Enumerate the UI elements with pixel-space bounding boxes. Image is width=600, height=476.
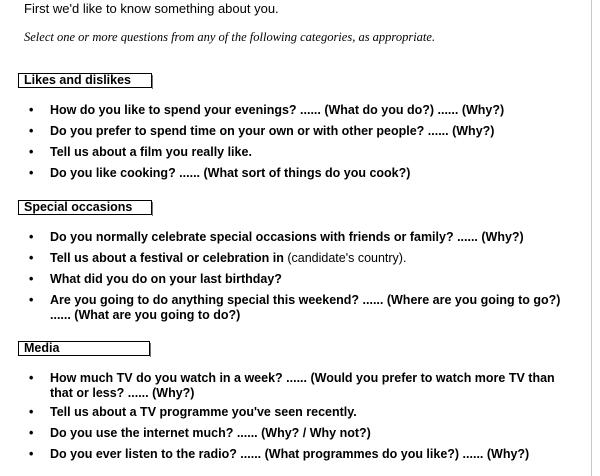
bullet-icon: • (29, 371, 34, 385)
bullet-icon: • (29, 103, 34, 117)
instruction-text: Select one or more questions from any of the following categories, as appropriate. (24, 30, 436, 44)
bullet-icon: • (29, 272, 34, 286)
question-text: Do you use the internet much? ...... (Why? / Why not?) (50, 426, 371, 440)
question-text: Tell us about a film you really like. (50, 145, 252, 159)
question-text-wrap (50, 251, 566, 266)
bullet-icon: • (29, 145, 34, 159)
bullet-icon: • (29, 230, 34, 244)
question-text: Do you prefer to spend time on your own or with other people? ...... (Why?) (50, 124, 495, 138)
category-heading-special-occasions: Special occasions (18, 200, 152, 215)
category-heading-likes: Likes and dislikes (18, 73, 152, 88)
question-text: How do you like to spend your evenings? ...... (What do you do?) ...... (Why?) (50, 103, 505, 117)
bullet-icon: • (29, 251, 34, 265)
bullet-icon: • (29, 405, 34, 419)
question-text: Do you like cooking? ...... (What sort of things do you cook?) (50, 166, 411, 180)
question-text: Tell us about a TV programme you've seen recently. (50, 405, 357, 419)
bullet-icon: • (29, 426, 34, 440)
question-text-end: . (402, 251, 407, 265)
page-edge (591, 0, 592, 476)
bullet-icon: • (29, 293, 34, 307)
bullet-icon: • (29, 166, 34, 180)
question-text: Do you ever listen to the radio? ...... (What programmes do you like?) ...... (Why?) (50, 447, 530, 461)
bullet-icon: • (29, 124, 34, 138)
category-heading-media: Media (18, 341, 150, 356)
question-text: Do you normally celebrate special occasions with friends or family? ...... (Why?) (50, 230, 524, 244)
question-text: What did you do on your last birthday? (50, 272, 282, 286)
question-text: How much TV do you watch in a week? ...... (Would you prefer to watch more TV than that or less? ...... (Why?) (50, 371, 555, 400)
question-text-placeholder: (candidate's country) (283, 251, 403, 265)
intro-text: First we'd like to know something about you. (24, 1, 279, 16)
question-text: Tell us about a festival or celebration in (50, 251, 284, 265)
bullet-icon: • (29, 447, 34, 461)
question-text: Are you going to do anything special this weekend? ...... (Where are you going to go?) ...... (What are you going to do?) (50, 293, 561, 322)
